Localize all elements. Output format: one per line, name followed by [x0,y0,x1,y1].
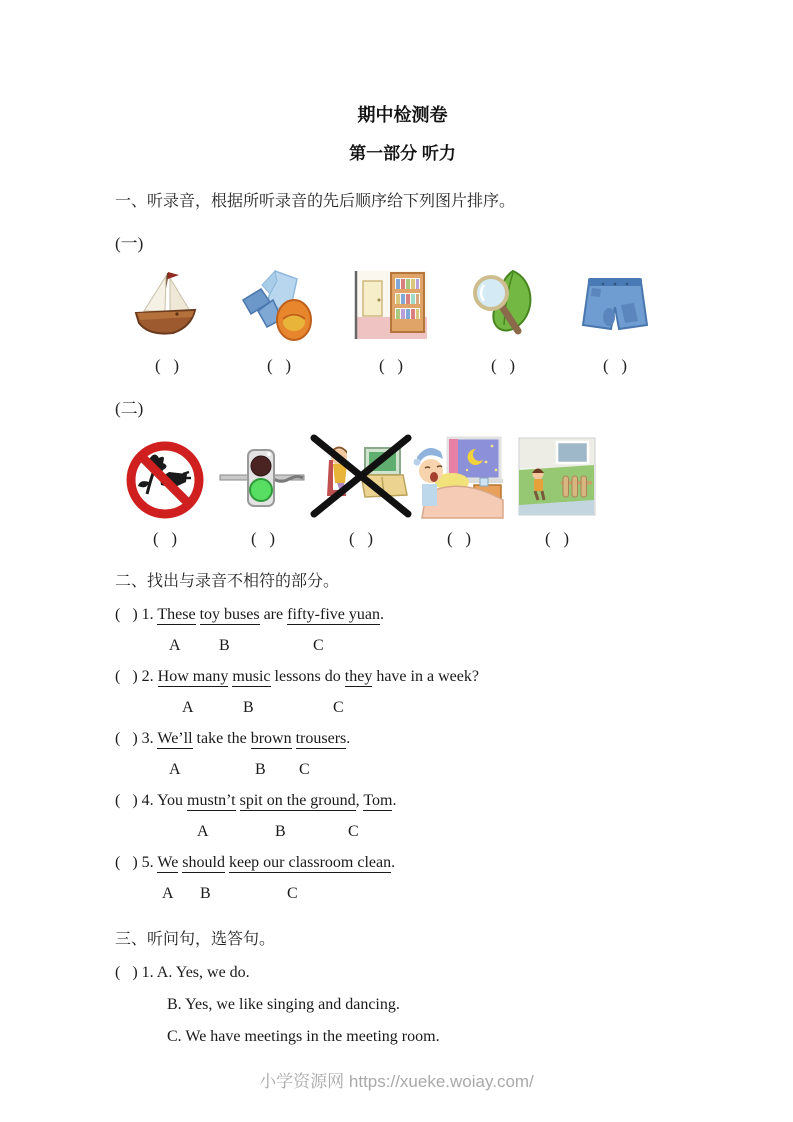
section1-instruction: 一、听录音，根据所听录音的先后顺序给下列图片排序。 [115,193,516,210]
answer-blank: ( ) [250,529,276,548]
sentence-text: . [392,792,397,809]
answer-blank: ( ) [378,356,404,375]
choice-letter-a: A [162,885,174,902]
sentence-text: lessons do [270,668,345,685]
group2-label: (二) [115,399,144,418]
choice-letter-c: C [348,823,359,840]
picture-cell [115,265,219,378]
choice-letter-b: B [255,761,266,778]
underlined-part: fifty-five yuan [287,606,380,623]
picture-no-watching-tv [308,430,414,522]
underlined-part: We [157,854,179,871]
page-content [115,0,690,1053]
underlined-part: mustn’t [187,792,236,809]
answer-blank: ( ) 1. [115,606,158,623]
sentence-text: . [346,730,351,747]
underlined-part: should [182,854,225,871]
sentence-text: You [157,792,188,809]
answer-blank: ( ) 3. [115,730,158,747]
picture-sailing-ship [125,265,209,349]
picture-playing-outside [513,434,601,522]
choice-letter-a: A [169,761,181,778]
choice-letters-row [115,630,690,661]
answer-blank: ( ) [446,529,472,548]
section2-instruction: 二、找出与录音不相符的部分。 [115,573,340,590]
choice-letter-b: B [275,823,286,840]
choice-letter-c: C [333,699,344,716]
picture-row-1 [115,265,690,378]
question-sentence [115,723,690,754]
choice-letter-b: B [219,637,230,654]
part-heading: 第一部分 听力 [349,144,456,163]
group1-label: (一) [115,234,144,253]
picture-row-2 [115,430,690,551]
underlined-part: Tom [363,792,393,809]
answer-option [115,989,690,1021]
answer-blank: ( ) [266,356,292,375]
page-title: 期中检测卷 [357,105,448,125]
picture-magnifier-and-leaf [461,265,545,349]
underlined-part: music [232,668,271,685]
choice-letters-row [115,878,690,909]
question-sentence [115,847,690,878]
choice-letter-a: A [197,823,209,840]
section3-instruction: 三、听问句，选答句。 [115,931,276,948]
picture-cell [339,265,443,378]
question-sentence [115,599,690,630]
answer-blank: ( ) 1. [115,964,157,981]
answer-option [115,957,690,989]
section2-questions [115,599,690,909]
answer-option [115,1021,690,1053]
option-text: A. Yes, we do. [156,964,250,981]
choice-letters-row [115,692,690,723]
picture-clothes-and-schoolbag [237,265,321,349]
question-item [115,723,690,785]
site-footer: 小学资源网 https://xueke.woiay.com/ [259,1072,534,1091]
answer-blank: ( ) [544,529,570,548]
picture-bookshelf-room [349,265,433,349]
underlined-part: We’ll [157,730,193,747]
picture-blue-shorts [573,265,657,349]
question-item [115,847,690,909]
choice-letter-c: C [299,761,310,778]
underlined-part: These [157,606,196,623]
sentence-text: . [379,606,384,623]
underlined-part: they [344,668,373,685]
sentence-text: . [391,854,396,871]
question-sentence [115,785,690,816]
question-item [115,599,690,661]
choice-letter-a: A [169,637,181,654]
picture-cell [451,265,555,378]
answer-blank: ( ) [152,529,178,548]
sentence-text: are [259,606,288,623]
choice-letter-c: C [313,637,324,654]
answer-blank: ( ) [602,356,628,375]
sentence-text [292,730,296,747]
option-text: C. We have meetings in the meeting room. [167,1028,440,1045]
answer-blank: ( ) 4. [115,792,158,809]
choice-letter-a: A [182,699,194,716]
question-item [115,661,690,723]
picture-cell [563,265,667,378]
picture-cell [115,438,215,551]
choice-letter-c: C [287,885,298,902]
underlined-part: keep our classroom clean [228,854,392,871]
underlined-part: brown [250,730,292,747]
sentence-text: , [355,792,364,809]
picture-cell [507,434,607,551]
section3-question [115,957,690,1053]
sentence-text: have in a week? [372,668,479,685]
picture-cell [311,430,411,551]
picture-cell [409,432,509,551]
answer-blank: ( ) [154,356,180,375]
picture-going-to-bed [412,432,506,522]
underlined-part: toy buses [199,606,260,623]
choice-letters-row [115,816,690,847]
choice-letter-b: B [243,699,254,716]
answer-blank: ( ) 5. [115,854,158,871]
picture-cell [227,265,331,378]
sentence-text: take the [192,730,251,747]
answer-blank: ( ) [348,529,374,548]
picture-cell [213,438,313,551]
choice-letter-b: B [200,885,211,902]
picture-traffic-light [218,438,308,522]
sentence-text [196,606,200,623]
underlined-part: How many [157,668,229,685]
underlined-part: spit on the ground [239,792,356,809]
option-text: B. Yes, we like singing and dancing. [167,996,400,1013]
question-sentence [115,661,690,692]
answer-blank: ( ) [490,356,516,375]
underlined-part: trousers [295,730,347,747]
picture-no-picking-flowers-sign [123,438,207,522]
question-item [115,785,690,847]
answer-blank: ( ) 2. [115,668,158,685]
choice-letters-row [115,754,690,785]
